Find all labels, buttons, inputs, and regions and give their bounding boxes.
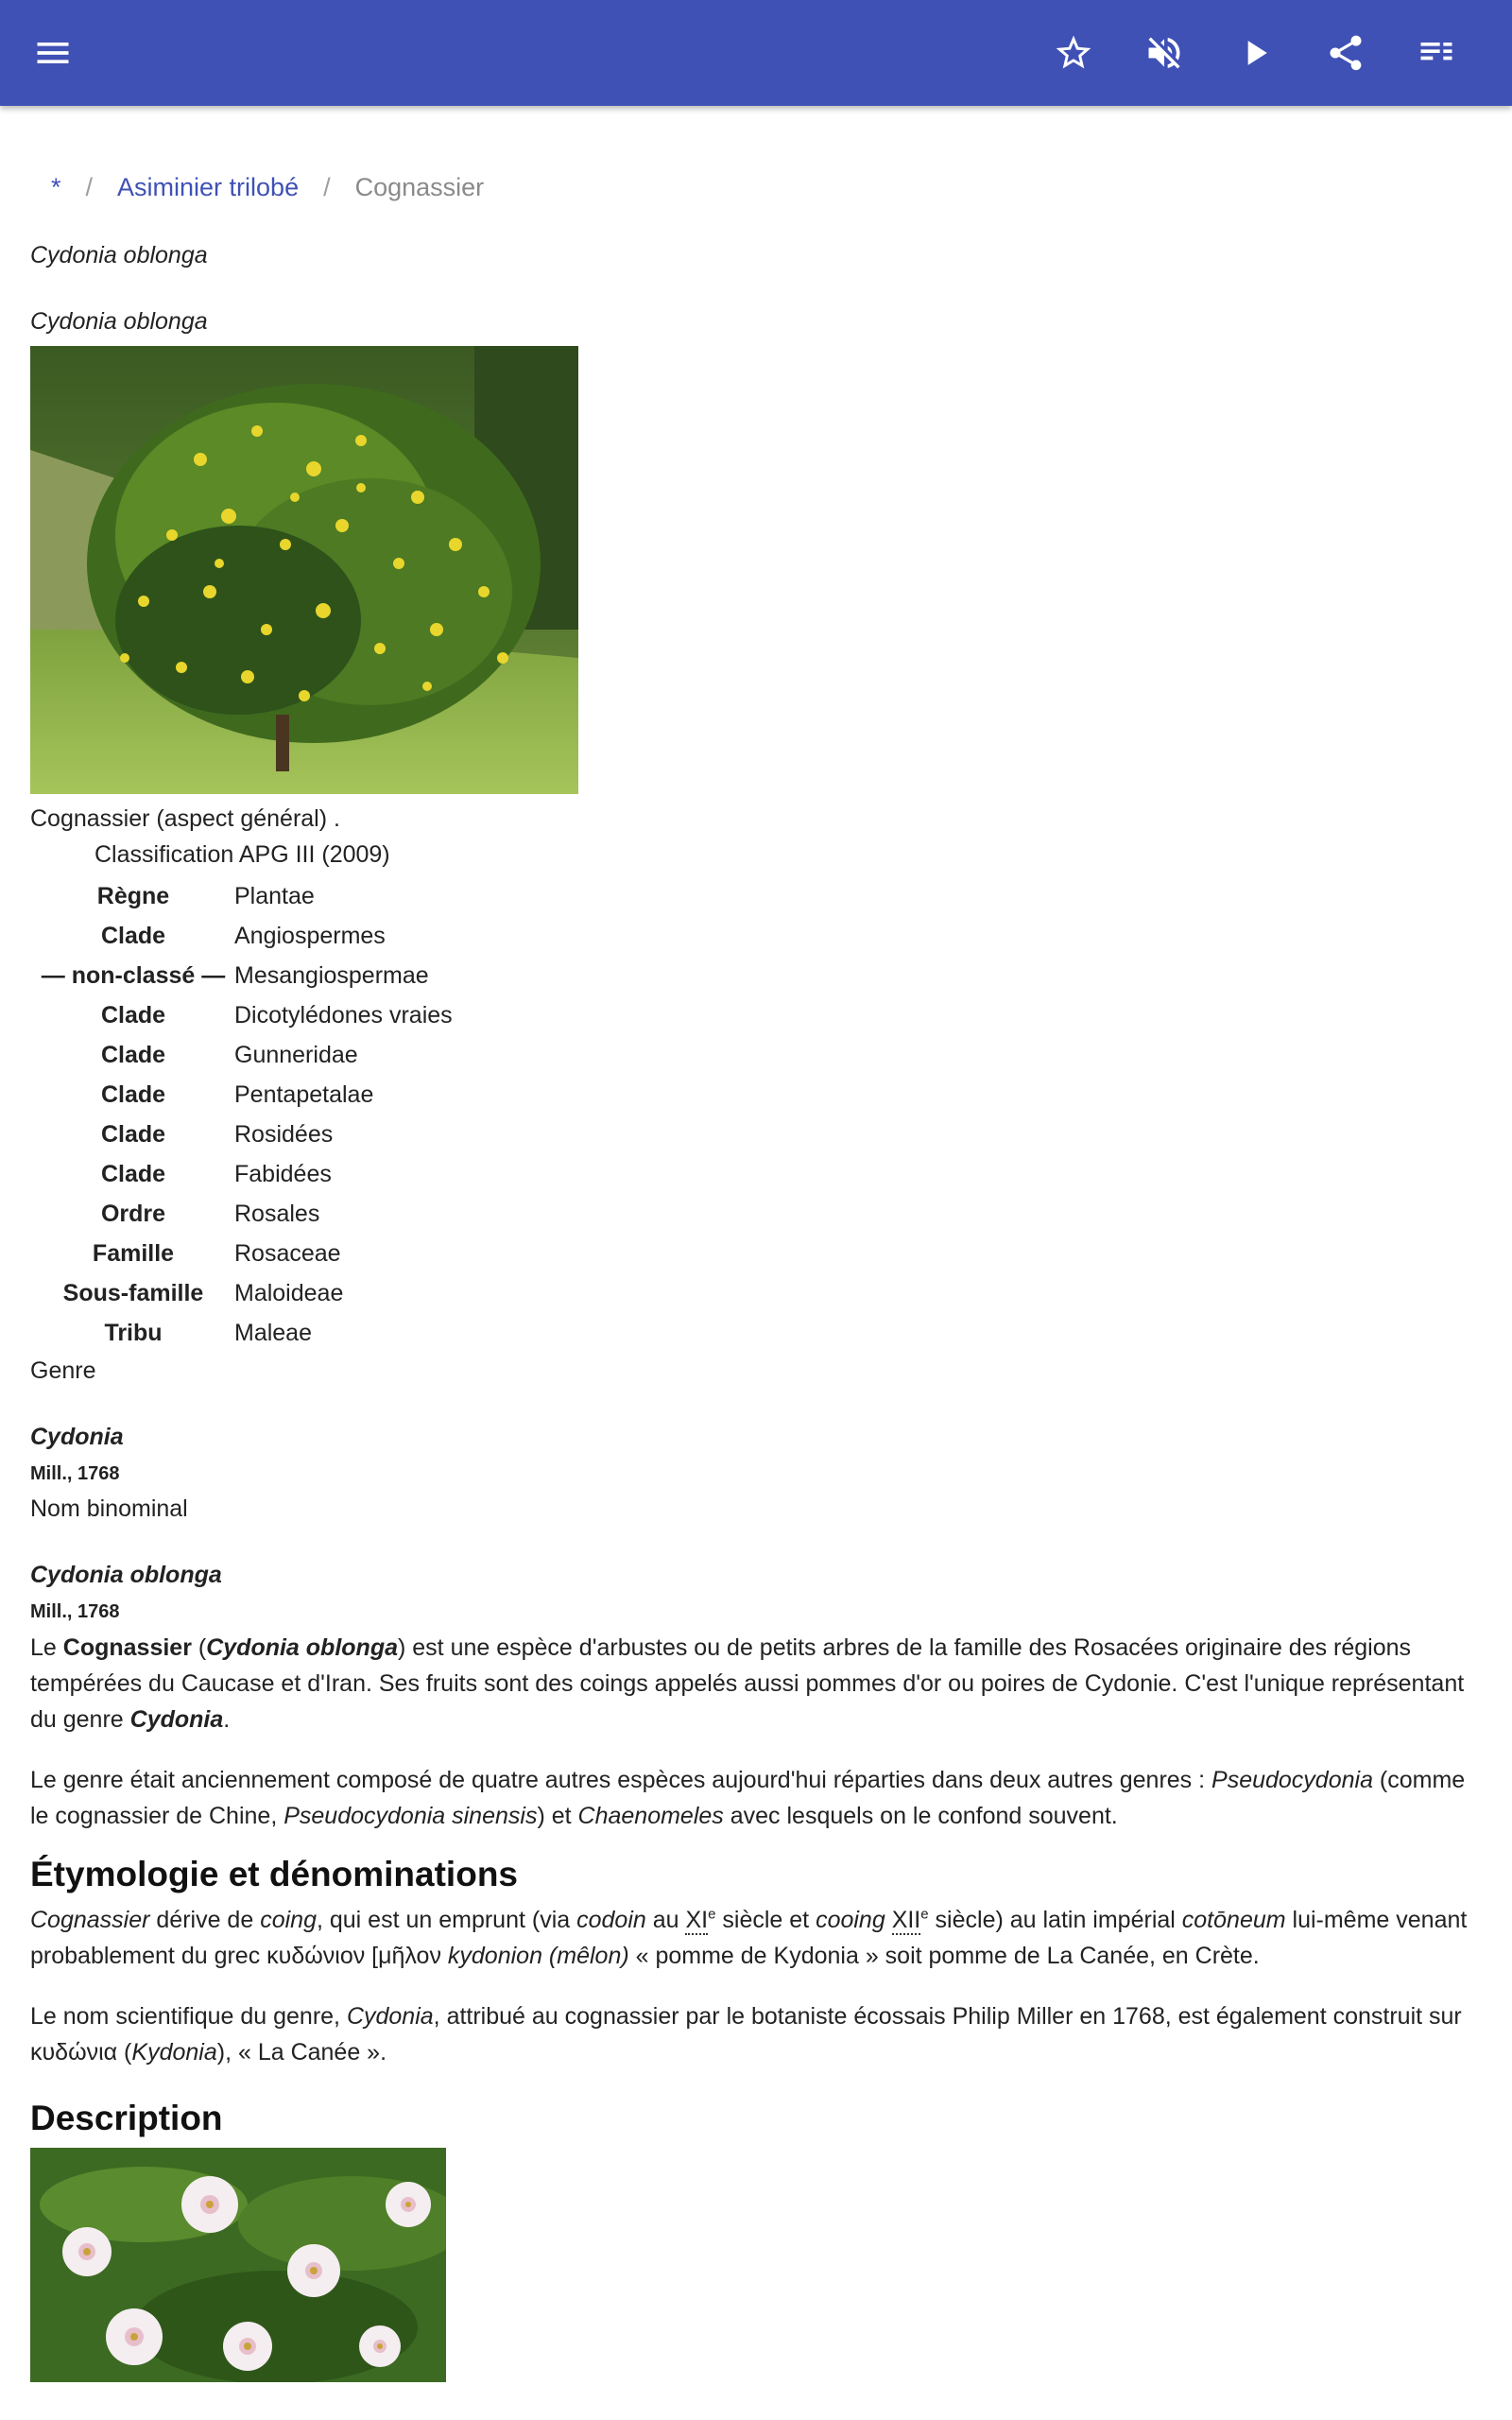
taxonomy-value-link[interactable]: Rosales bbox=[234, 1201, 320, 1227]
breadcrumb-home-link[interactable]: * bbox=[51, 172, 61, 201]
taxonomy-value-link[interactable]: Plantae bbox=[234, 883, 315, 909]
taxonomy-value-link[interactable]: Angiospermes bbox=[234, 923, 386, 949]
binomial-author: Mill., 1768 bbox=[30, 1601, 120, 1622]
playlist-icon[interactable] bbox=[1402, 19, 1470, 87]
breadcrumb-separator: / bbox=[323, 172, 331, 201]
quince-tree-image[interactable] bbox=[30, 346, 578, 794]
genre-label: Genre bbox=[30, 1357, 96, 1384]
description-heading: Description bbox=[30, 2099, 223, 2137]
taxonomy-rank: Clade bbox=[100, 1081, 166, 1108]
taxonomy-rank: Clade bbox=[100, 923, 166, 949]
play-icon[interactable] bbox=[1221, 19, 1289, 87]
taxonomy-value-link[interactable]: Dicotylédones vraies bbox=[234, 1002, 453, 1028]
infobox-title: Cydonia oblonga bbox=[30, 242, 208, 268]
taxonomy-rank: Sous-famille bbox=[62, 1280, 204, 1306]
taxonomy-rank: Règne bbox=[96, 883, 170, 909]
intro-paragraph-2: Le genre était anciennement composé de quatre autres espèces aujourd'hui réparties dans deux autres genres : Pseudocydonia (comme le cognassier de Chine, Pseudocydonia sinensis) et Chaenomeles avec lesquels on le confond souvent. bbox=[30, 1767, 1466, 1829]
taxonomy-rank: Clade bbox=[100, 1002, 166, 1028]
star-icon[interactable] bbox=[1040, 19, 1108, 87]
infobox-caption: Cognassier (aspect général) . bbox=[30, 805, 340, 832]
taxonomy-value-link[interactable]: Maloideae bbox=[234, 1280, 344, 1306]
genre-name-link[interactable]: Cydonia bbox=[30, 1424, 124, 1450]
taxonomy-value-link[interactable]: Gunneridae bbox=[234, 1042, 358, 1068]
breadcrumb bbox=[51, 168, 484, 206]
etymology-paragraph-2: Le nom scientifique du genre, Cydonia, attribué au cognassier par le botaniste écossais Philip Miller en 1768, est également construit sur κυδώνια (Kydonia), « La Canée ». bbox=[30, 2003, 1462, 2066]
breadcrumb-separator: / bbox=[85, 172, 94, 201]
taxonomy-value-link[interactable]: Rosaceae bbox=[234, 1240, 341, 1267]
intro-paragraph-1: Le Cognassier (Cydonia oblonga) est une espèce d'arbustes ou de petits arbres de la famille des Rosacées originaire des régions tempérées du Caucase et d'Iran. Ses fruits sont des coings appelés aussi pommes d'or ou poires de Cydonie. C'est l'unique représentant du genre Cydonia. bbox=[30, 1634, 1465, 1733]
taxonomy-value-link[interactable]: Rosidées bbox=[234, 1121, 334, 1148]
volume-off-icon[interactable] bbox=[1130, 19, 1198, 87]
taxonomy-value-link[interactable]: Mesangiospermae bbox=[234, 962, 429, 989]
taxonomy-rank: Ordre bbox=[100, 1201, 166, 1227]
breadcrumb-current: Cognassier bbox=[354, 172, 485, 201]
share-icon[interactable] bbox=[1312, 19, 1380, 87]
taxonomy-value-link[interactable]: Pentapetalae bbox=[234, 1081, 374, 1108]
taxonomy-rank: Clade bbox=[100, 1121, 166, 1148]
app-bar bbox=[0, 0, 1512, 106]
taxonomy-value-link[interactable]: Fabidées bbox=[234, 1161, 332, 1187]
etymology-heading: Étymologie et dénominations bbox=[30, 1855, 518, 1893]
quince-flowers-image[interactable] bbox=[30, 2148, 446, 2382]
binomial-label: Nom binominal bbox=[30, 1495, 188, 1522]
taxonomy-rank: Famille bbox=[92, 1240, 175, 1267]
taxonomy-rank: Tribu bbox=[104, 1320, 163, 1346]
genre-author: Mill., 1768 bbox=[30, 1463, 120, 1484]
taxonomy-value-link[interactable]: Maleae bbox=[234, 1320, 312, 1346]
classification-label: Classification APG III (2009) bbox=[94, 841, 390, 868]
taxonomy-rank: Clade bbox=[100, 1042, 166, 1068]
taxonomy-rank: Clade bbox=[100, 1161, 166, 1187]
infobox-image-title: Cydonia oblonga bbox=[30, 308, 208, 335]
menu-icon[interactable] bbox=[19, 19, 87, 87]
etymology-paragraph-1: Cognassier dérive de coing, qui est un emprunt (via codoin au XIe siècle et cooing XIIe siècle) au latin impérial cotōneum lui-même venant probablement du grec κυδώνιον [μῆλον kydonion (mêlon) « pomme de Kydonia » soit pomme de La Canée, en Crète. bbox=[30, 1906, 1468, 1969]
taxonomy-rank: — non-classé — bbox=[41, 962, 226, 989]
breadcrumb-parent-link[interactable]: Asiminier trilobé bbox=[117, 172, 300, 201]
binomial-name: Cydonia oblonga bbox=[30, 1562, 222, 1588]
